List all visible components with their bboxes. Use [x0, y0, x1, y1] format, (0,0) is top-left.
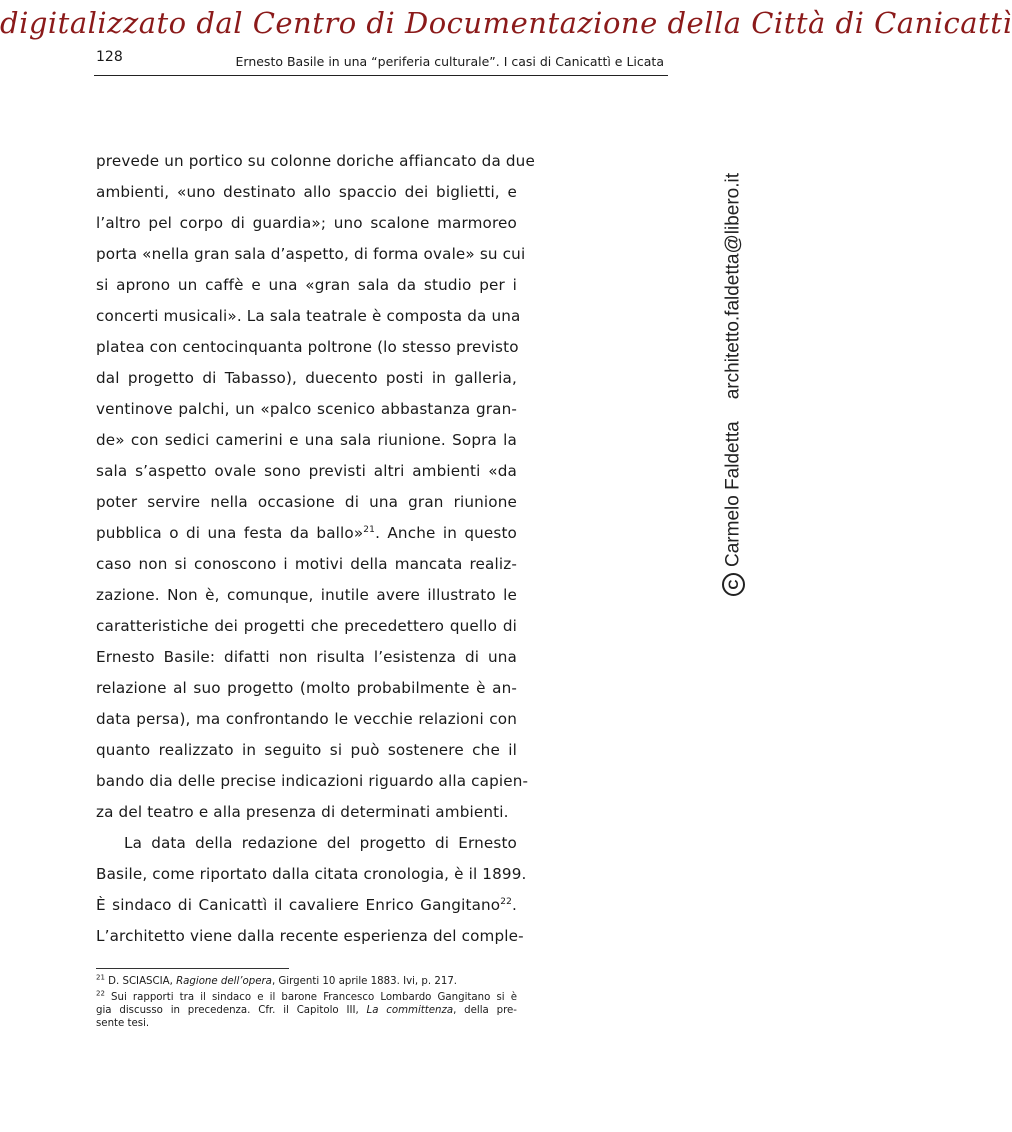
footnote-line: [96, 975, 517, 988]
archive-banner: digitalizzato dal Centro di Documentazione della Città di Canicattì: [0, 6, 1012, 40]
text-fragment: Sui rapporti tra il sindaco e il barone Francesco Lombardo Gangitano si è: [104, 992, 517, 1003]
text-line: concerti musicali». La sala teatrale è composta da una: [96, 307, 521, 325]
footnote-line: [96, 1004, 517, 1017]
page-number: 128: [96, 49, 123, 65]
text-fragment: gia discusso in precedenza. Cfr. il Capitolo III,: [96, 1005, 367, 1016]
text-line: zazione. Non è, comunque, inutile avere illustrato le: [96, 586, 517, 604]
footnote-number: 21: [96, 973, 105, 982]
italic-title: Ragione dell’opera: [176, 976, 272, 987]
text-fragment: , Girgenti 10 aprile 1883. Ivi, p. 217.: [271, 976, 458, 987]
watermark-author: Carmelo Faldetta: [722, 421, 744, 567]
text-line: platea con centocinquanta poltrone (lo stesso previsto: [96, 338, 519, 356]
watermark-email[interactable]: architetto.faldetta@libero.it: [722, 172, 744, 400]
text-line: sala s’aspetto ovale sono previsti altri ambienti «da: [96, 462, 517, 480]
running-title: Ernesto Basile in una “periferia culturale”. I casi di Canicattì e Licata: [235, 54, 664, 69]
text-line: data persa), ma confrontando le vecchie relazioni con: [96, 710, 517, 728]
footnote-21: [96, 975, 517, 988]
paragraph-1: [96, 146, 535, 828]
footnote-22: [96, 991, 517, 1030]
text-line: caso non si conoscono i motivi della mancata realiz-: [96, 555, 517, 573]
text-line: za del teatro e alla presenza di determinati ambienti.: [96, 803, 509, 821]
copyright-icon: C: [722, 573, 745, 596]
copyright-watermark: [722, 173, 745, 596]
text-line: dal progetto di Tabasso), duecento posti in galleria,: [96, 369, 517, 387]
italic-title: La committenza: [366, 1005, 454, 1016]
text-line: de» con sedici camerini e una sala riunione. Sopra la: [96, 431, 517, 449]
text-line: Basile, come riportato dalla citata cronologia, è il 1899.: [96, 865, 527, 883]
footnote-ref-21[interactable]: 21: [363, 524, 376, 535]
paragraph-2: [96, 828, 527, 952]
text-line: [96, 890, 517, 921]
text-line: La data della redazione del progetto di Ernesto: [124, 834, 517, 852]
text-fragment: D. SCIASCIA,: [104, 976, 177, 987]
footnote-line: sente tesi.: [96, 1018, 150, 1029]
text-line: L’architetto viene dalla recente esperienza del comple-: [96, 927, 524, 945]
footnote-line: [96, 991, 517, 1004]
text-line: quanto realizzato in seguito si può sostenere che il: [96, 741, 517, 759]
text-line: si aprono un caffè e una «gran sala da studio per i: [96, 276, 517, 294]
footnotes: [96, 975, 517, 1033]
text-line: prevede un portico su colonne doriche affiancato da due: [96, 152, 535, 170]
text-line: l’altro pel corpo di guardia»; uno scalone marmoreo: [96, 214, 517, 232]
text-line: ventinove palchi, un «palco scenico abbastanza gran-: [96, 400, 517, 418]
header-rule: [94, 75, 668, 76]
text-line: [96, 518, 517, 549]
text-fragment: È sindaco di Canicattì il cavaliere Enrico Gangitano: [96, 896, 501, 914]
text-line: porta «nella gran sala d’aspetto, di forma ovale» su cui: [96, 245, 526, 263]
footnote-number: 22: [96, 989, 105, 998]
text-line: caratteristiche dei progetti che precedettero quello di: [96, 617, 517, 635]
text-fragment: .: [512, 896, 517, 914]
text-line: poter servire nella occasione di una gran riunione: [96, 493, 517, 511]
text-fragment: . Anche in questo: [375, 524, 517, 542]
footnote-rule: [96, 968, 289, 969]
text-line: bando dia delle precise indicazioni riguardo alla capien-: [96, 772, 529, 790]
footnote-ref-22[interactable]: 22: [500, 896, 513, 907]
text-fragment: , della pre-: [453, 1005, 517, 1016]
text-line: relazione al suo progetto (molto probabilmente è an-: [96, 679, 517, 697]
text-fragment: pubblica o di una festa da ballo»: [96, 524, 364, 542]
text-line: ambienti, «uno destinato allo spaccio dei biglietti, e: [96, 183, 517, 201]
text-line: Ernesto Basile: difatti non risulta l’esistenza di una: [96, 648, 517, 666]
body-text: [96, 146, 535, 952]
